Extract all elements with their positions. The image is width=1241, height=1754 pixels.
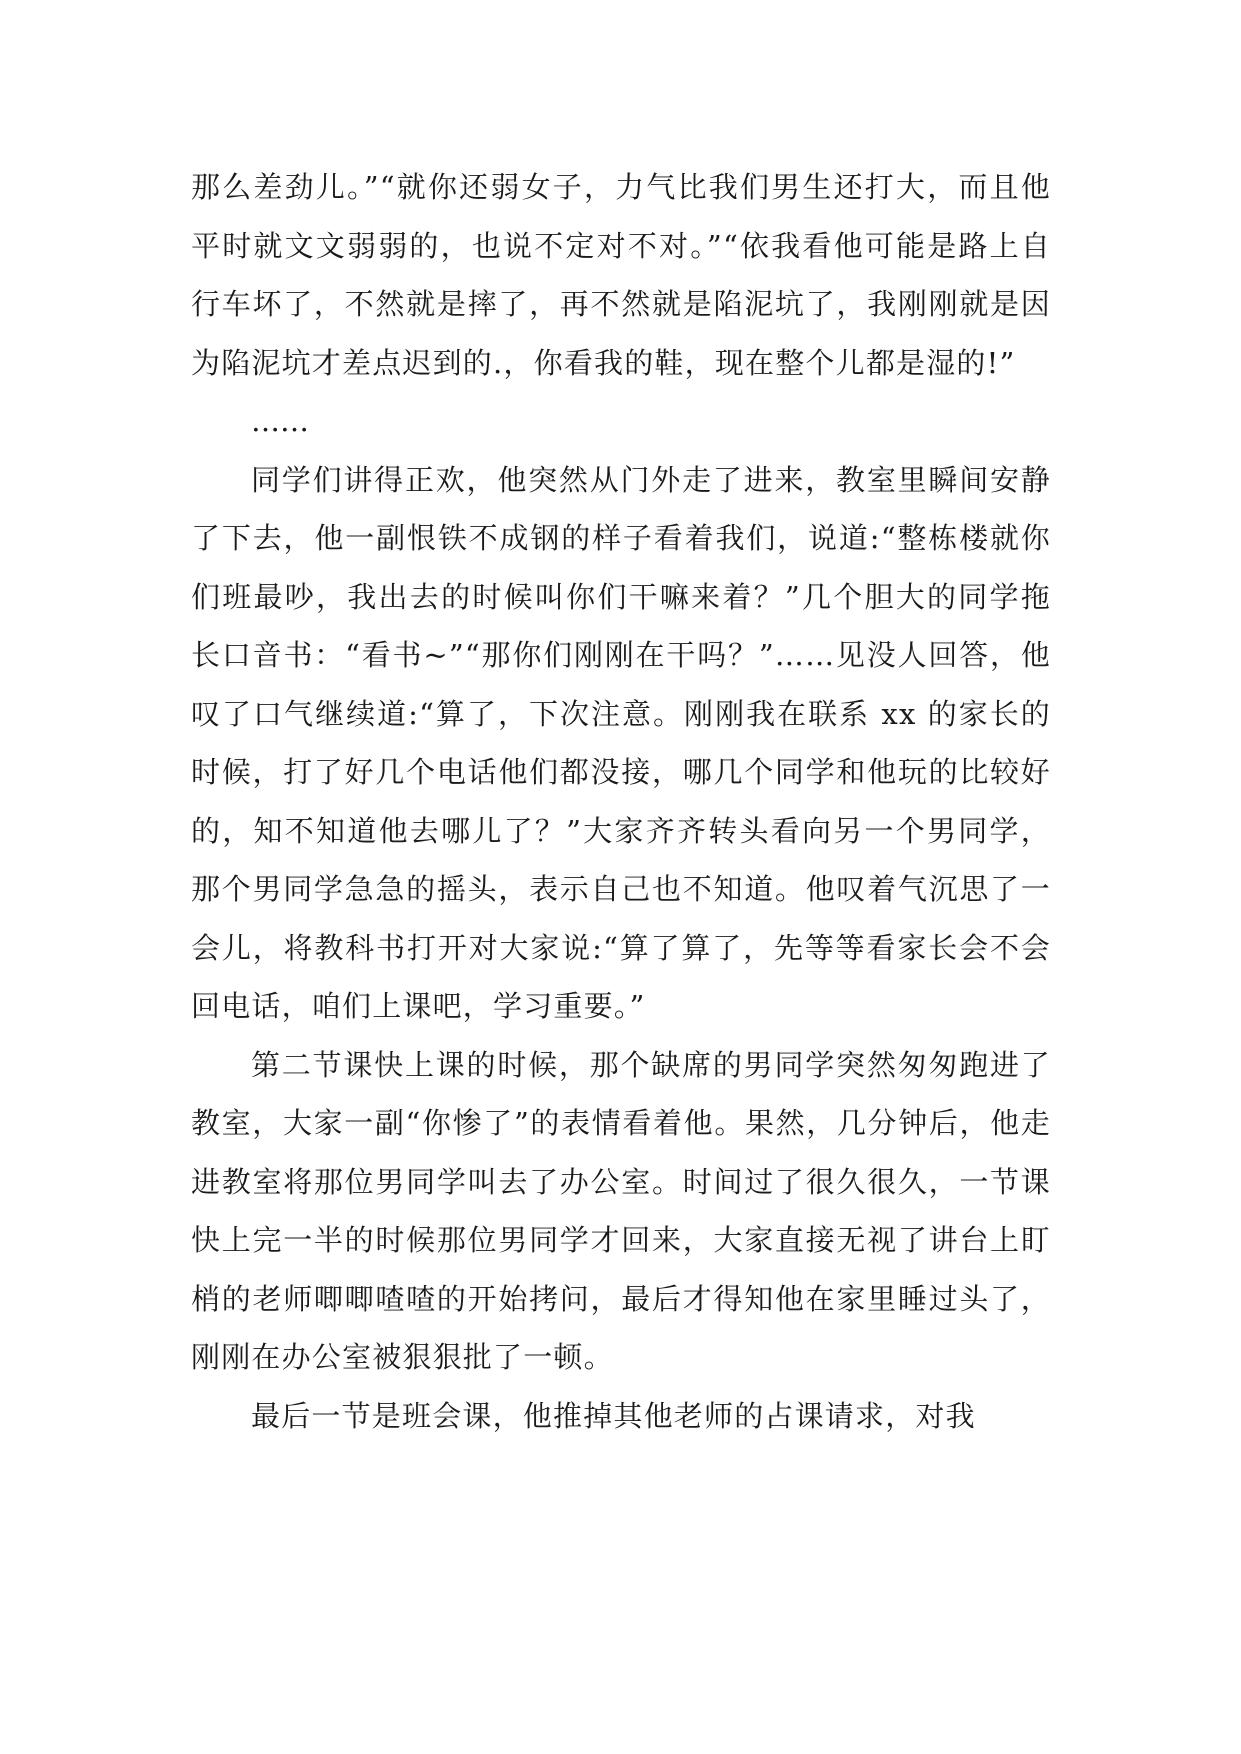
document-body (191, 158, 1051, 1445)
paragraph-1: 那么差劲儿。”“就你还弱女子，力气比我们男生还打大，而且他平时就文文弱弱的，也说不定对不对。”“依我看他可能是路上自行车坏了，不然就是摔了，再不然就是陷泥坑了，我刚刚就是因为陷泥坑才差点迟到的.，你看我的鞋，现在整个儿都是湿的!” (191, 170, 1051, 380)
paragraph-5: 最后一节是班会课，他推掉其他老师的占课请求，对我 (251, 1398, 976, 1433)
paragraph-3: 同学们讲得正欢，他突然从门外走了进来，教室里瞬间安静了下去，他一副恨铁不成钢的样子看着我们，说道:“整栋楼就你们班最吵，我出去的时候叫你们干嘛来着？”几个胆大的同学拖长口音书：“看书~”“那你们刚刚在干吗？”……见没人回答，他叹了口气继续道:“算了，下次注意。刚刚我在联系 xx 的家长的时候，打了好几个电话他们都没接，哪几个同学和他玩的比较好的，知不知道他去哪儿了？”大家齐齐转头看向另一个男同学，那个男同学急急的摇头，表示自己也不知道。他叹着气沉思了一会儿，将教科书打开对大家说:“算了算了，先等等看家长会不会回电话，咱们上课吧，学习重要。” (191, 462, 1051, 1023)
paragraph-ellipsis: …… (251, 404, 309, 438)
paragraph-4: 第二节课快上课的时候，那个缺席的男同学突然匆匆跑进了教室，大家一副“你惨了”的表情看着他。果然，几分钟后，他走进教室将那位男同学叫去了办公室。时间过了很久很久，一节课快上完一半的时候那位男同学才回来，大家直接无视了讲台上盯梢的老师唧唧喳喳的开始拷问，最后才得知他在家里睡过头了，刚刚在办公室被狠狠批了一顿。 (191, 1047, 1051, 1374)
